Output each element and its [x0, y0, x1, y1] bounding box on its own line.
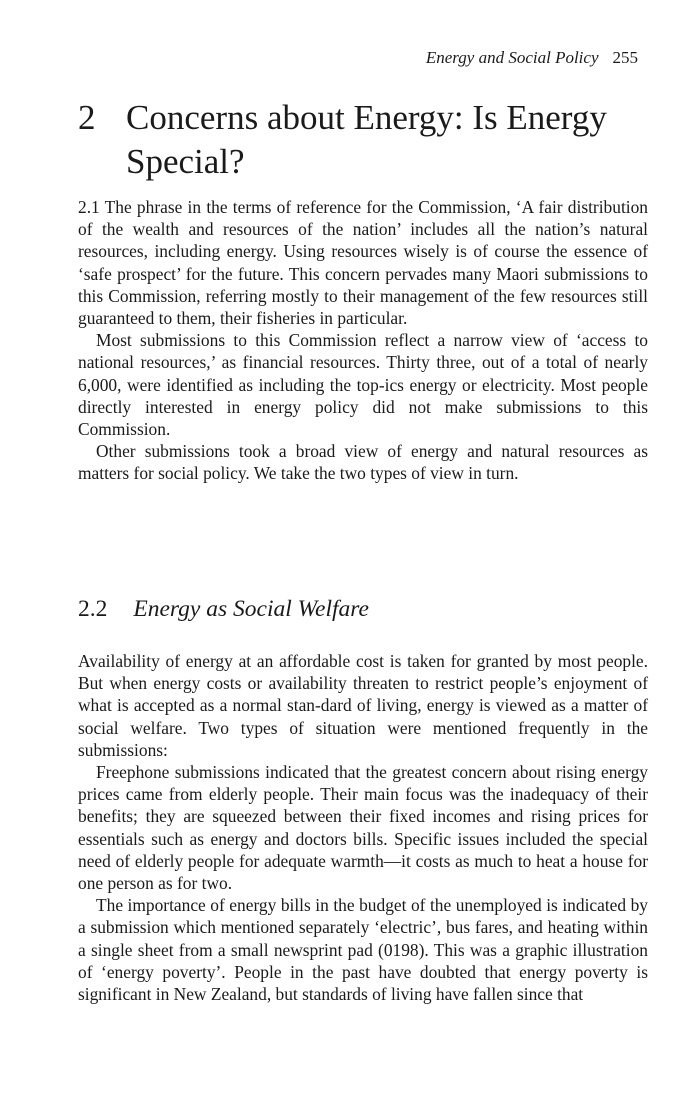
- page-number: 255: [612, 48, 638, 67]
- paragraph: 2.1 The phrase in the terms of reference for the Commission, ‘A fair distribution of the wealth and resources of the nation’ includes all the nation’s natural resources, including energy. Using resources wisely is of course the essence of ‘safe prospect’ for the future. This concern pervades many Maori submissions to this Commission, referring mostly to their management of the few resources still guaranteed to them, their fisheries in particular.: [78, 197, 648, 329]
- chapter-number: 2: [78, 98, 96, 137]
- chapter-title: Concerns about Energy: Is Energy Special?: [126, 98, 607, 181]
- paragraph: The importance of energy bills in the budget of the unemployed is indicated by a submission which mentioned separately ‘electric’, bus fares, and heating within a single sheet from a small newsprint pad (0198). This was a graphic illustration of ‘energy poverty’. People in the past have doubted that energy poverty is significant in New Zealand, but standards of living have fallen since that: [78, 895, 648, 1005]
- section-2-1-body: [78, 196, 648, 485]
- running-head-title: Energy and Social Policy: [425, 48, 599, 67]
- paragraph: Freephone submissions indicated that the greatest concern about rising energy prices came from elderly people. Their main focus was the inadequacy of their benefits; they are squeezed between their fixed incomes and rising prices for essentials such as energy and doctors bills. Specific issues included the special need of elderly people for adequate warmth—it costs as much to heat a house for one person as for two.: [78, 762, 648, 894]
- paragraph: Availability of energy at an affordable cost is taken for granted by most people. But when energy costs or availability threaten to restrict people’s enjoyment of what is accepted as a normal stan-dard of living, energy is viewed as a matter of social welfare. Two types of situation were mentioned frequently in the submissions:: [78, 651, 648, 760]
- section-title: Energy as Social Welfare: [133, 596, 369, 622]
- paragraph: Other submissions took a broad view of energy and natural resources as matters for social policy. We take the two types of view in turn.: [78, 441, 648, 484]
- section-number: 2.2: [78, 596, 108, 622]
- running-head: [426, 48, 638, 68]
- section-2-2-body: [78, 650, 648, 1005]
- section-heading: [78, 596, 369, 623]
- chapter-heading: [78, 96, 648, 184]
- paragraph: Most submissions to this Commission reflect a narrow view of ‘access to national resources,’ as financial resources. Thirty three, out of a total of nearly 6,000, were identified as including the top-ics energy or electricity. Most people directly interested in energy policy did not make submissions to this Commission.: [78, 330, 648, 440]
